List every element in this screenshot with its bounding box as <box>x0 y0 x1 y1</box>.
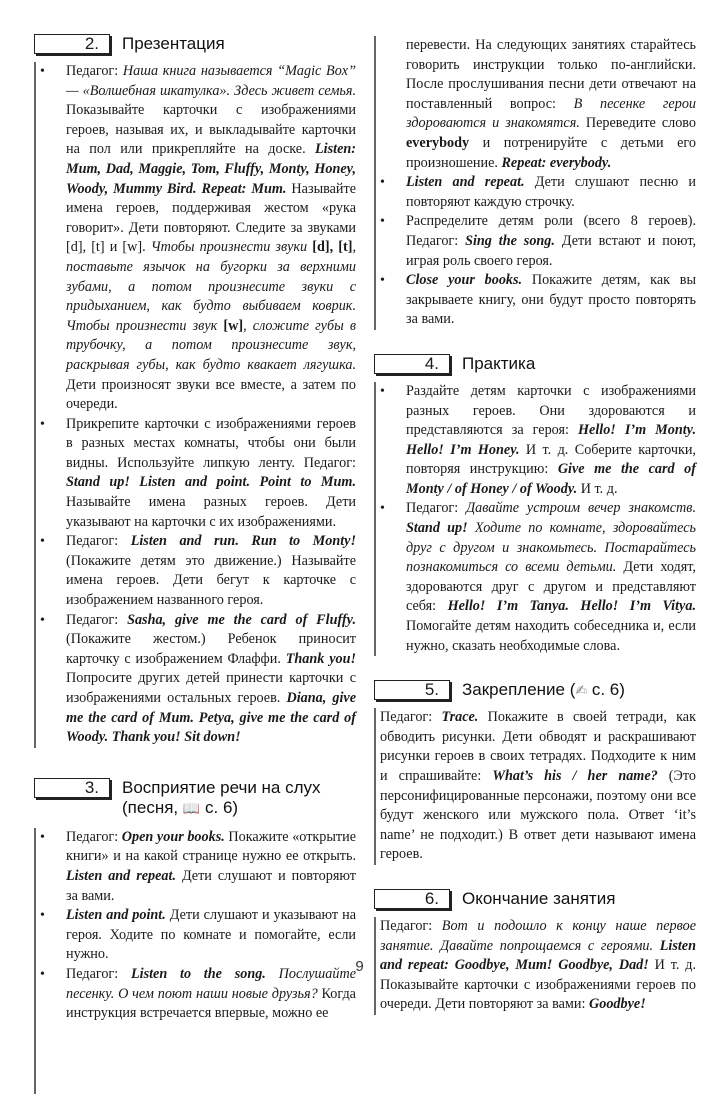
section-title <box>462 680 625 700</box>
section-body <box>374 382 696 656</box>
text-run: Педагог: <box>406 500 467 517</box>
list-item <box>36 62 356 415</box>
emphasis-run: Sasha, give me the card of Fluffy. <box>127 611 356 628</box>
emphasis-run: Listen to the song. <box>130 965 266 982</box>
text-run: Дети слушают и повторяют за вами. <box>66 867 356 904</box>
text-run: перевести. На следующих занятиях старайтесь говорить инструкции только по-английски. После прослушивания песни дети отвечают на поставленный вопрос: <box>406 37 696 112</box>
text-run: Покажите детям, как вы закрываете книгу, они будут просто повторять за вами. <box>406 272 696 328</box>
text-run: Показывайте карточки с изображениями героев, называя их, и выкладывайте карточки на пол или прикрепляйте на доске. <box>66 102 356 158</box>
text-run: Педагог: <box>380 917 442 934</box>
text-run: Называйте имена героев, поддерживая жестом «рука говорит». Дети повторяют. Следите за звуками [d], [t] и [w]. <box>66 180 356 256</box>
text-run: Распределите детям роли (всего 8 героев). Педагог: <box>406 213 696 249</box>
emphasis-run: Stand up! <box>406 520 468 537</box>
section-listening <box>34 778 356 1094</box>
section-number: 6. <box>374 889 450 909</box>
emphasis-run: Listen and run. Run to Monty! <box>130 533 356 550</box>
list-item <box>376 271 696 330</box>
text-run: (Это персонифицированные персонажи, поэтому они все будут женского или мужского пола. Ответ ‘it’s name’ не подходит.) В ответ дети называют имена героев. <box>380 768 697 863</box>
emphasis-run: Давайте устроим вечер знакомств. <box>466 500 696 517</box>
emphasis-run: В песенке герои здороваются и знакомятся. <box>406 95 697 132</box>
section-practice <box>374 354 696 656</box>
section-body <box>374 36 696 330</box>
section-title: Презентация <box>122 34 225 53</box>
emphasis-run: Thank you! <box>285 650 356 667</box>
section-listening-continued <box>374 36 696 330</box>
text-run: Покажите «открытие книги» и на какой странице нужно ее открыть. <box>66 828 356 865</box>
text-run: Называйте имена разных героев. Дети указывают на карточки с их изображениями. <box>66 494 356 530</box>
emphasis-run: [w] <box>223 317 244 334</box>
section-body <box>34 62 356 748</box>
emphasis-run: , поставьте язычок на бугорки за верхними зубами, а потом произнесите звуки с придыханием, как будто выбиваем коврик. Чтобы произнести звук <box>66 239 356 334</box>
emphasis-run: Trace. <box>441 709 479 726</box>
text-run: Педагог: <box>66 63 123 79</box>
list-item <box>376 212 696 271</box>
text-run: И т. д. Показывайте карточки с изображениями героев по очереди. Дети повторяют за вами: <box>380 957 696 1013</box>
section-header <box>374 889 696 911</box>
text-run: Дети ходят, здороваются друг с другом и представляют себя: <box>406 559 696 615</box>
list-item <box>376 499 696 656</box>
section-header <box>34 778 356 822</box>
list-item <box>36 415 356 533</box>
section-reinforcement <box>374 680 696 865</box>
emphasis-run: Listen: Mum, Dad, Maggie, Tom, Fluffy, Monty, Honey, Woody, Mummy Bird. Repeat: Mum. <box>66 141 356 197</box>
section-title <box>122 778 321 818</box>
section-title: Практика <box>462 353 536 373</box>
text-run: И т. д. <box>577 480 618 497</box>
list-item <box>376 382 696 500</box>
emphasis-run: Hello! I’m Monty. Hello! I’m Honey. <box>406 422 696 458</box>
emphasis-run: Чтобы произнести звуки <box>150 239 313 256</box>
emphasis-run: Give me the card of Monty / of Honey / of Woody. <box>406 461 696 497</box>
emphasis-run: Close your books. <box>406 272 523 289</box>
list-item <box>376 36 696 173</box>
emphasis-run: Listen and repeat. <box>66 867 177 884</box>
section-closing <box>374 889 696 1015</box>
text-run: Дети слушают песню и повторяют каждую строчку. <box>406 174 696 210</box>
text-run: Когда инструкция встречается впервые, можно ее <box>66 985 356 1022</box>
list-item <box>376 173 696 212</box>
emphasis-run: Listen and point. <box>66 907 166 924</box>
emphasis-run: Sing the song. <box>465 232 555 249</box>
section-paragraph <box>376 708 696 865</box>
emphasis-run: Open your books. <box>121 828 225 845</box>
section-title-pre: Закрепление ( <box>462 680 576 700</box>
left-column <box>34 34 356 1118</box>
text-run: Попросите других детей принести карточки с изображениями остальных героев. <box>66 670 356 706</box>
text-run: Раздайте детям карточки с изображениями разных героев. Они здороваются и представляются за героя: <box>406 382 696 439</box>
emphasis-run: Goodbye! <box>589 996 646 1013</box>
emphasis-run: , сложите губы в трубочку, а потом произнесите звук, раскрывая губы, как будто квакает лягушка. <box>66 317 356 373</box>
list-item <box>36 532 356 610</box>
text-run: Дети встают и поют, играя роль своего героя. <box>406 232 696 269</box>
list-item <box>36 906 356 965</box>
emphasis-run: What’s his / her name? <box>492 768 658 784</box>
section-number: 2. <box>34 34 110 54</box>
emphasis-run: everybody <box>406 134 470 151</box>
book-icon: 📖 <box>182 799 201 816</box>
text-run: Переведите слово <box>579 115 696 132</box>
section-number: 3. <box>34 778 110 798</box>
text-run: Дети слушают и указывают на героя. Ходите по комнате и помогайте, если нужно. <box>66 907 356 963</box>
emphasis-run: [d], [t] <box>312 239 353 256</box>
section-header <box>34 34 356 56</box>
text-run: Помогайте детям находить собеседника и, если нужно, сказать необходимые слова. <box>406 618 696 654</box>
pencil-icon: ✍ <box>575 682 588 699</box>
text-run: Прикрепите карточки с изображениями героев в разных местах комнаты, чтобы они были видны. Используйте липкую ленту. Педагог: <box>66 415 356 471</box>
text-run: (Покажите жестом.) Ребенок приносит карточку с изображением Флаффи. <box>66 631 356 667</box>
text-run: Педагог: <box>66 828 122 845</box>
emphasis-run: Послушайте песенку. О чем поют наши новые друзья? <box>66 965 357 1002</box>
right-column <box>374 36 696 1039</box>
text-run: Дети произносят звуки все вместе, а затем по очереди. <box>66 376 356 413</box>
section-presentation <box>34 34 356 748</box>
emphasis-run: Listen and repeat. <box>406 174 525 191</box>
text-run: Педагог: <box>66 965 131 982</box>
text-run: Покажите в своей тетради, как обводить рисунки. Дети обводят и раскрашивают рисунки героев в своих тетрадях. Подходите к ним и спрашивайте: <box>380 709 696 784</box>
section-number: 5. <box>374 680 450 700</box>
bullet-list <box>36 62 356 748</box>
text-run: Педагог: <box>66 533 131 550</box>
emphasis-run: Вот и подошло к концу наше первое занятие. Давайте попрощаемся с героями. <box>380 917 696 954</box>
list-item <box>36 828 356 906</box>
section-number: 4. <box>374 354 450 374</box>
emphasis-run: Наша книга называется “Magic Box” — «Волшебная шкатулка». Здесь живет семья. <box>66 63 356 99</box>
bullet-list <box>376 382 696 656</box>
section-body <box>374 708 696 865</box>
text-run: Педагог: <box>380 709 442 726</box>
emphasis-run: Stand up! Listen and point. Point to Mum. <box>66 474 356 491</box>
bullet-list <box>36 828 356 1024</box>
section-title-line2-pre: (песня, <box>122 797 183 817</box>
section-title-line2-post: с. 6) <box>200 797 239 817</box>
emphasis-run: Ходите по комнате, здоровайтесь друг с другом и знакомьтесь. Постарайтесь познакомиться со всеми детьми. <box>406 520 696 576</box>
section-title-post: с. 6) <box>587 680 625 700</box>
text-run: и потренируйте с детьми его произношение. <box>406 134 696 171</box>
section-title-line1: Восприятие речи на слух <box>122 777 321 797</box>
text-run: И т. д. Соберите карточки, повторяя инструкцию: <box>406 441 696 478</box>
text-run: (Покажите детям это движение.) Называйте имена героев. Дети бегут к карточке с изображением названного героя. <box>66 552 356 609</box>
section-header <box>374 354 696 376</box>
emphasis-run: Repeat: everybody. <box>501 154 612 171</box>
bullet-list <box>376 36 696 330</box>
emphasis-run: Listen and repeat: Goodbye, Mum! Goodbye, Dad! <box>380 937 696 974</box>
section-title: Окончание занятия <box>462 888 616 908</box>
emphasis-run: Hello! I’m Tanya. Hello! I’m Vitya. <box>447 598 696 615</box>
section-header <box>374 680 696 702</box>
page-number: 9 <box>355 958 364 975</box>
text-run: Педагог: <box>66 611 128 628</box>
emphasis-run: Diana, give me the card of Mum. Petya, give me the card of Woody. Thank you! Sit down! <box>66 690 356 746</box>
list-item <box>36 611 356 748</box>
